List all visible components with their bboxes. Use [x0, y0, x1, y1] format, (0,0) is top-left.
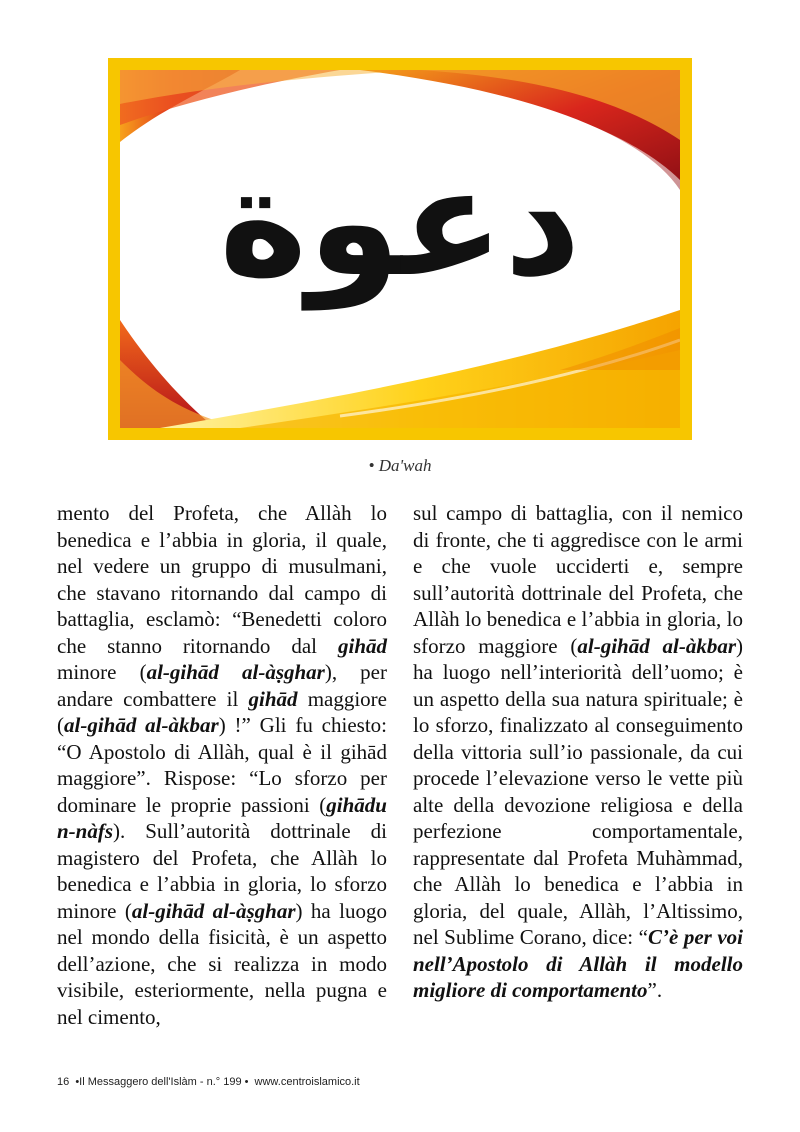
body-paragraph	[57, 500, 387, 1030]
emphasized-term: gihād	[337, 633, 387, 658]
dawah-figure	[108, 58, 692, 440]
emphasized-term: al-gihād al-àkbar	[577, 633, 737, 658]
emphasized-term: gihādu n-nàfs	[57, 792, 387, 843]
publication-name: •Il Messaggero dell'Islàm - n.° 199 •	[75, 1076, 249, 1088]
figure-image	[120, 70, 680, 428]
website-url: www.centroislamico.it	[254, 1076, 360, 1088]
text-run: minore (	[57, 660, 147, 684]
text-run: mento del Profeta, che Allàh lo benedica e l’abbia in gloria, il quale, nel vedere un gruppo di musulmani, che stavano ritornando dal campo di battaglia, esclamò: “Benedetti coloro che stanno ritornando dal	[57, 501, 387, 658]
emphasized-term: al-gihād al-àkbar	[64, 713, 219, 737]
body-paragraph	[413, 500, 743, 1004]
text-column-right	[413, 500, 743, 1004]
text-run: ). Sull’autorità dottrinale di magistero del Profeta, che Allàh lo benedica e l’abbia in gloria, lo sforzo minore (	[57, 819, 387, 923]
page-number: 16	[57, 1076, 70, 1088]
text-run: ) !” Gli fu chiesto: “O Apostolo di Allàh, qual è il gihād maggiore”. Rispose: “Lo sforzo per dominare le proprie passioni (	[57, 713, 388, 817]
text-run: sul campo di battaglia, con il nemico di fronte, che ti aggredisce con le armi e che vuole ucciderti e, sempre sull’autorità dottrinale del Profeta, che Allàh lo benedica e l’abbia in gloria, lo sforzo maggiore (	[413, 501, 743, 658]
text-run: ) ha luogo nell’interiorità dell’uomo; è un aspetto della sua natura spirituale; è lo sforzo, finalizzato al conseguimento della vittoria sull’io passionale, da cui procede l’elevazione verso le vette più alte della devozione religiosa e della perfezione comportamentale, rappresentate dal Profeta Muhàmmad, che Allàh lo benedica e l’abbia in gloria, del quale, Allàh, l’Altissimo, nel Sublime Corano, dice: “	[413, 633, 744, 949]
emphasized-term: gihād	[248, 686, 298, 711]
text-run: ), per andare combattere il	[57, 660, 387, 711]
figure-caption: • Da'wah	[368, 456, 432, 475]
text-run: ”.	[647, 978, 663, 1002]
emphasized-term: al-gihād al-àṣghar	[131, 898, 296, 923]
text-column-left	[57, 500, 387, 1030]
page-footer	[57, 1076, 363, 1088]
emphasized-term: C’è per voi nell’Apostolo di Allàh il modello migliore di comportamento	[413, 925, 743, 1002]
arabic-word-dawah: دعوة	[218, 136, 582, 310]
text-run: maggiore (	[57, 686, 387, 737]
emphasized-term: al-gihād al-àṣghar	[146, 660, 325, 684]
text-run: ) ha luogo nel mondo della fisicità, è un aspetto dell’azione, che si realizza in modo visibile, esteriormente, nella pugna e nel cimento,	[57, 898, 387, 1029]
